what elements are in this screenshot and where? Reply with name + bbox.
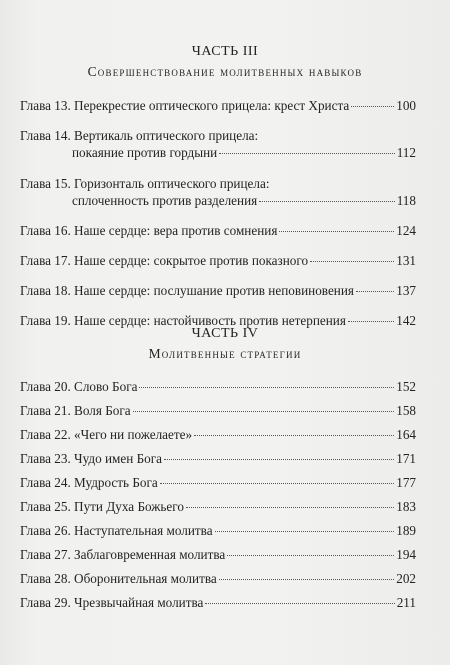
chapter-title: Глава 27. Заблаговременная молитва <box>20 547 226 562</box>
leader-dots <box>219 579 394 580</box>
page-number: 164 <box>396 427 416 442</box>
page-number: 124 <box>396 223 416 238</box>
toc-entry-ch22[interactable] <box>20 426 416 443</box>
part-4-subtitle: Молитвенные стратегии <box>148 346 302 361</box>
page-number: 194 <box>396 547 416 562</box>
toc-entry-ch28[interactable] <box>20 570 416 587</box>
page-number: 177 <box>396 475 416 490</box>
chapter-title: Глава 22. «Чего ни пожелаете» <box>20 427 193 442</box>
leader-dots <box>164 459 394 460</box>
chapter-title: Глава 26. Наступательная молитва <box>20 523 213 538</box>
toc-entry-ch24[interactable] <box>20 474 416 491</box>
toc-entry-ch26[interactable] <box>20 522 416 539</box>
leader-dots <box>310 261 394 262</box>
leader-dots <box>139 387 394 388</box>
toc-entry-ch17[interactable] <box>20 252 416 269</box>
leader-dots <box>279 231 394 232</box>
page-number: 100 <box>396 98 416 113</box>
chapter-title: Глава 15. Горизонталь оптического прицела: <box>20 176 270 191</box>
chapter-title-continued: покаяние против гордыни <box>72 145 218 160</box>
chapter-title: Глава 29. Чрезвычайная молитва <box>20 595 204 610</box>
chapter-title: Глава 14. Вертикаль оптического прицела: <box>20 128 259 143</box>
toc-entry-ch18[interactable] <box>20 282 416 299</box>
chapter-title: Глава 24. Мудрость Бога <box>20 475 158 490</box>
toc-entry-ch29[interactable] <box>20 594 416 611</box>
chapter-title: Глава 23. Чудо имен Бога <box>20 451 163 466</box>
page-number: 202 <box>396 571 416 586</box>
chapter-title-continued: сплоченность против разделения <box>72 193 258 208</box>
page-number: 211 <box>396 595 416 610</box>
page-number: 152 <box>396 379 416 394</box>
leader-dots <box>356 291 394 292</box>
page-number: 142 <box>396 313 416 328</box>
leader-dots <box>227 555 394 556</box>
toc-entry-ch20[interactable] <box>20 378 416 395</box>
chapter-title: Глава 17. Наше сердце: сокрытое против показного <box>20 253 309 268</box>
chapter-title: Глава 18. Наше сердце: послушание против неповиновения <box>20 283 354 298</box>
part-4-chapter-list <box>20 378 416 611</box>
part-4-title: ЧАСТЬ IV <box>191 326 259 341</box>
leader-dots <box>133 411 395 412</box>
chapter-title: Глава 25. Пути Духа Божьего <box>20 499 184 514</box>
toc-entry-ch15[interactable] <box>20 175 416 209</box>
part-3-chapter-list <box>20 97 416 329</box>
toc-entry-ch13[interactable] <box>20 97 416 114</box>
chapter-title: Глава 13. Перекрестие оптического прицела: крест Христа <box>20 98 350 113</box>
leader-dots <box>186 507 394 508</box>
page-number: 118 <box>396 193 416 208</box>
page-number: 158 <box>396 403 416 418</box>
toc-entry-ch16[interactable] <box>20 222 416 239</box>
leader-dots <box>194 435 394 436</box>
toc-entry-ch14[interactable] <box>20 127 416 161</box>
page-number: 171 <box>396 451 416 466</box>
toc-entry-ch23[interactable] <box>20 450 416 467</box>
page-number: 189 <box>396 523 416 538</box>
page-number: 112 <box>396 145 416 160</box>
leader-dots <box>160 483 394 484</box>
page-number: 183 <box>396 499 416 514</box>
page-number: 137 <box>396 283 416 298</box>
chapter-title: Глава 19. Наше сердце: настойчивость против нетерпения <box>20 313 346 328</box>
part-3-subtitle: Совершенствование молитвенных навыков <box>87 64 363 79</box>
toc-entry-ch25[interactable] <box>20 498 416 515</box>
page-number: 131 <box>396 253 416 268</box>
part-3-title: ЧАСТЬ III <box>191 44 259 59</box>
leader-dots <box>259 201 394 202</box>
leader-dots <box>205 603 394 604</box>
leader-dots <box>351 106 394 107</box>
toc-entry-ch21[interactable] <box>20 402 416 419</box>
leader-dots <box>215 531 395 532</box>
chapter-title: Глава 20. Слово Бога <box>20 379 138 394</box>
leader-dots <box>348 321 394 322</box>
chapter-title: Глава 16. Наше сердце: вера против сомнения <box>20 223 278 238</box>
chapter-title: Глава 28. Оборонительная молитва <box>20 571 217 586</box>
toc-entry-ch27[interactable] <box>20 546 416 563</box>
chapter-title: Глава 21. Воля Бога <box>20 403 131 418</box>
leader-dots <box>219 153 394 154</box>
